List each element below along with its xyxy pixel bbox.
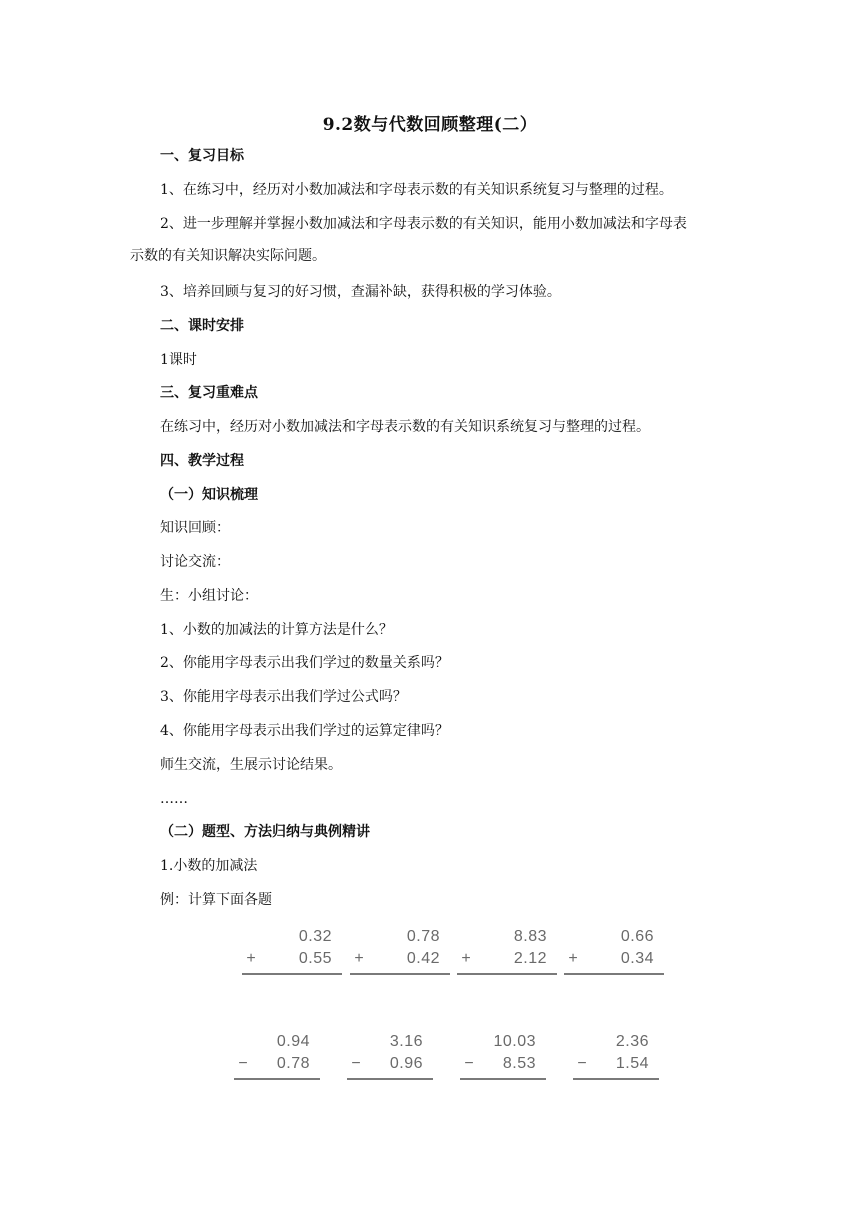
problem-top-number: 8.83 (513, 928, 547, 945)
subtraction-problem-4 (573, 1033, 659, 1085)
addition-problem-2 (350, 928, 450, 980)
problem-top-number: 0.32 (298, 928, 332, 945)
problem-bottom-number: 0.55 (298, 950, 332, 967)
difference-line (460, 1078, 546, 1080)
example-label: 例：计算下面各题 (160, 892, 272, 908)
subtraction-problem-1 (234, 1033, 320, 1085)
section-heading-teaching-process: 四、教学过程 (160, 453, 244, 469)
problem-top-number: 2.36 (615, 1033, 649, 1050)
discussion-question-3: 3、你能用字母表示出我们学过公式吗？ (160, 689, 407, 705)
difference-line (573, 1078, 659, 1080)
goal-3: 3、培养回顾与复习的好习惯，查漏补缺，获得积极的学习体验。 (160, 284, 561, 300)
section-heading-review-goals: 一、复习目标 (160, 148, 244, 164)
section-heading-key-points: 三、复习重难点 (160, 385, 258, 401)
difference-line (347, 1078, 433, 1080)
discussion-question-4: 4、你能用字母表示出我们学过的运算定律吗？ (160, 723, 449, 739)
problem-top-number: 10.03 (493, 1033, 536, 1050)
problem-bottom-number: 0.42 (406, 950, 440, 967)
plus-sign: + (461, 950, 471, 967)
section-heading-schedule: 二、课时安排 (160, 318, 244, 334)
minus-sign: − (351, 1055, 361, 1072)
discussion-question-1: 1、小数的加减法的计算方法是什么？ (160, 622, 393, 638)
discussion-question-2: 2、你能用字母表示出我们学过的数量关系吗？ (160, 655, 449, 671)
subtraction-problem-3 (460, 1033, 546, 1085)
problem-top-number: 0.78 (406, 928, 440, 945)
addition-problem-3 (457, 928, 557, 980)
sum-line (242, 973, 342, 975)
addition-problem-1 (242, 928, 342, 980)
subsection-heading-knowledge: （一）知识梳理 (160, 487, 258, 503)
document-title: 9.2数与代数回顾整理(二） (322, 115, 538, 135)
problem-bottom-number: 1.54 (615, 1055, 649, 1072)
sum-line (564, 973, 664, 975)
discussion-label: 讨论交流： (160, 554, 230, 570)
problem-bottom-number: 2.12 (513, 950, 547, 967)
minus-sign: − (577, 1055, 587, 1072)
plus-sign: + (568, 950, 578, 967)
topic-decimal-add-sub: 1.小数的加减法 (160, 858, 258, 874)
minus-sign: − (238, 1055, 248, 1072)
addition-problem-4 (564, 928, 664, 980)
plus-sign: + (354, 950, 364, 967)
problem-top-number: 3.16 (389, 1033, 423, 1050)
knowledge-review-label: 知识回顾： (160, 520, 230, 536)
schedule-text: 1课时 (160, 352, 197, 368)
plus-sign: + (246, 950, 256, 967)
key-points-text: 在练习中，经历对小数加减法和字母表示数的有关知识系统复习与整理的过程。 (160, 419, 650, 435)
goal-2-line-2: 示数的有关知识解决实际问题。 (130, 248, 326, 264)
exchange-text: 师生交流，生展示讨论结果。 (160, 757, 342, 773)
goal-1: 1、在练习中，经历对小数加减法和字母表示数的有关知识系统复习与整理的过程。 (160, 182, 673, 198)
problem-bottom-number: 0.78 (276, 1055, 310, 1072)
group-discussion-label: 生：小组讨论： (160, 588, 258, 604)
problem-bottom-number: 0.96 (389, 1055, 423, 1072)
problem-bottom-number: 8.53 (502, 1055, 536, 1072)
sum-line (457, 973, 557, 975)
problem-bottom-number: 0.34 (620, 950, 654, 967)
goal-2-line-1: 2、进一步理解并掌握小数加减法和字母表示数的有关知识，能用小数加减法和字母表 (160, 216, 687, 232)
subtraction-problem-2 (347, 1033, 433, 1085)
minus-sign: − (464, 1055, 474, 1072)
sum-line (350, 973, 450, 975)
problem-top-number: 0.94 (276, 1033, 310, 1050)
difference-line (234, 1078, 320, 1080)
ellipsis: …… (160, 791, 188, 807)
problem-top-number: 0.66 (620, 928, 654, 945)
subsection-heading-methods: （二）题型、方法归纳与典例精讲 (160, 824, 370, 840)
